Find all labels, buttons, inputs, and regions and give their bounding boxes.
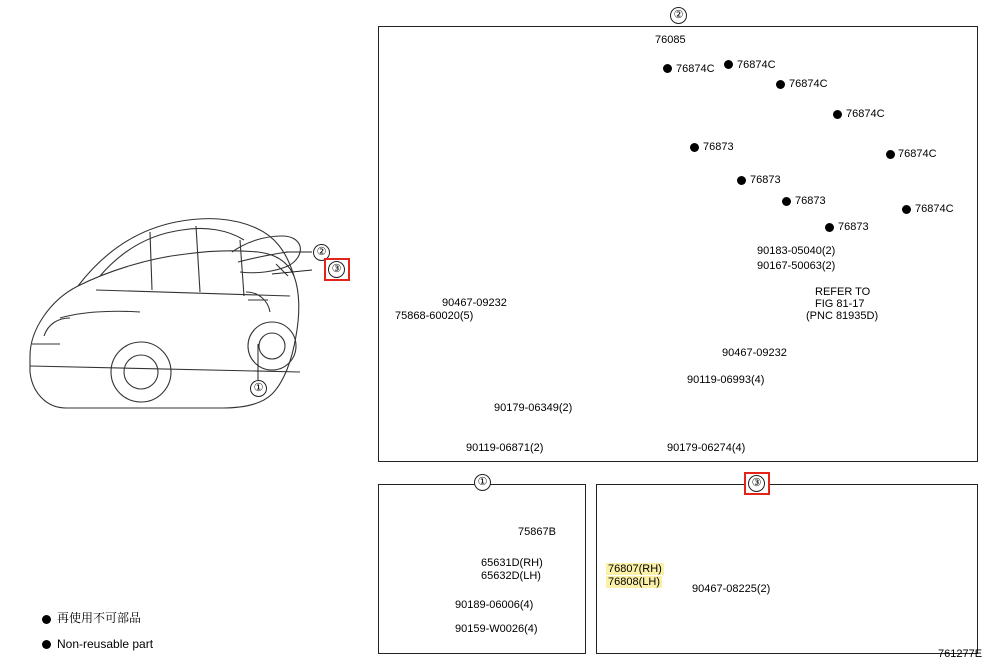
part-label: 75867B <box>518 526 556 538</box>
legend-dot-en <box>42 640 51 649</box>
callout-three-panel-header[interactable]: ③ <box>748 475 765 492</box>
diagram-id: 761277E <box>938 648 983 660</box>
callout-two-panel-header[interactable]: ② <box>670 7 687 24</box>
nonreusable-dot <box>886 150 895 159</box>
part-label: 76874C <box>737 59 776 71</box>
nonreusable-dot <box>690 143 699 152</box>
part-label: 76874C <box>846 108 885 120</box>
part-label: 76873 <box>750 174 781 186</box>
part-label: 90167-50063(2) <box>757 260 836 272</box>
nonreusable-dot <box>737 176 746 185</box>
legend-label-en: Non-reusable part <box>57 637 154 651</box>
part-label-highlight: 76807(RH) <box>608 563 662 575</box>
part-label: 65631D(RH) <box>481 557 543 569</box>
part-label-76085: 76085 <box>655 34 686 46</box>
reference-note-line3: (PNC 81935D) <box>806 310 879 322</box>
part-label: 76873 <box>795 195 826 207</box>
part-label: 76874C <box>915 203 954 215</box>
nonreusable-dot <box>902 205 911 214</box>
reference-note-line2: FIG 81-17 <box>815 298 865 310</box>
panel-two-frame <box>378 26 978 462</box>
part-label: 76873 <box>703 141 734 153</box>
nonreusable-dot <box>776 80 785 89</box>
part-label: 90189-06006(4) <box>455 599 534 611</box>
part-label: 65632D(LH) <box>481 570 541 582</box>
reference-note-line1: REFER TO <box>815 286 871 298</box>
vehicle-callout-two[interactable]: ② <box>313 244 330 261</box>
part-label: 90179-06274(4) <box>667 442 746 454</box>
part-label: 90467-08225(2) <box>692 583 771 595</box>
part-label: 90467-09232 <box>442 297 507 309</box>
part-label: 90159-W0026(4) <box>455 623 538 635</box>
part-label: 90183-05040(2) <box>757 245 836 257</box>
nonreusable-dot <box>833 110 842 119</box>
nonreusable-dot <box>782 197 791 206</box>
part-label: 90119-06871(2) <box>466 442 544 454</box>
part-label: 76874C <box>898 148 937 160</box>
part-label: 75868-60020(5) <box>395 310 474 322</box>
nonreusable-dot <box>825 223 834 232</box>
part-label: 90119-06993(4) <box>687 374 765 386</box>
part-label: 90179-06349(2) <box>494 402 573 414</box>
legend-label-jp: 再使用不可部品 <box>57 611 142 625</box>
part-label: 76874C <box>789 78 828 90</box>
vehicle-callout-one[interactable]: ① <box>250 380 267 397</box>
part-label: 76873 <box>838 221 869 233</box>
part-label-highlight: 76808(LH) <box>608 576 660 588</box>
callout-one-panel-header[interactable]: ① <box>474 474 491 491</box>
vehicle-callout-three[interactable]: ③ <box>328 261 345 278</box>
nonreusable-dot <box>663 64 672 73</box>
part-label: 76874C <box>676 63 715 75</box>
legend-dot-jp <box>42 615 51 624</box>
part-label: 90467-09232 <box>722 347 787 359</box>
nonreusable-dot <box>724 60 733 69</box>
